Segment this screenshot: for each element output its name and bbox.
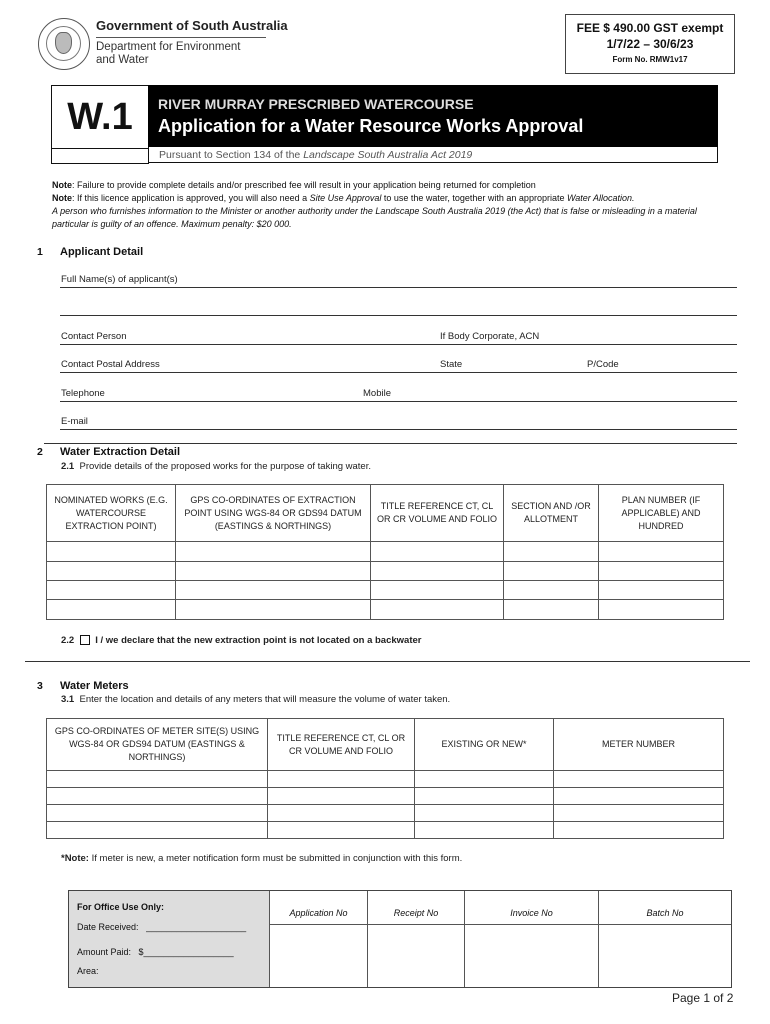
section-2-1 bbox=[61, 461, 371, 472]
meters-table-header bbox=[47, 719, 724, 771]
section-3-1 bbox=[61, 694, 450, 705]
note-2-text: : If this licence application is approved, you will also need a bbox=[72, 193, 310, 203]
date-received-line: ____________________ bbox=[146, 922, 247, 932]
contact-person-label: Contact Person bbox=[61, 331, 127, 342]
full-name-field-line[interactable] bbox=[60, 287, 737, 288]
table-cell[interactable] bbox=[415, 771, 554, 788]
office-use-header-row bbox=[270, 891, 731, 925]
government-name: Government of South Australia bbox=[96, 18, 288, 33]
section-3-number: 3 bbox=[37, 680, 43, 692]
table-row bbox=[47, 771, 724, 788]
postal-address-field-line[interactable] bbox=[60, 372, 737, 373]
table-cell[interactable] bbox=[176, 581, 371, 600]
extraction-table-header bbox=[47, 485, 724, 542]
form-code: W.1 bbox=[51, 85, 149, 149]
pursuant-text bbox=[148, 147, 718, 163]
note-2-text-2: to use the water, together with an appropriate bbox=[381, 193, 567, 203]
table-cell[interactable] bbox=[176, 600, 371, 620]
meter-footnote-label: *Note: bbox=[61, 853, 89, 864]
section-2-bottom-rule bbox=[25, 661, 750, 662]
note-2-italic-1: Site Use Approval bbox=[309, 193, 382, 203]
full-name-field-line-2[interactable] bbox=[60, 315, 737, 316]
table-row bbox=[47, 600, 724, 620]
section-2-2-number: 2.2 bbox=[61, 635, 75, 646]
amount-paid-line: $__________________ bbox=[138, 947, 234, 957]
section-1-number: 1 bbox=[37, 246, 43, 258]
postal-address-label: Contact Postal Address bbox=[61, 359, 160, 370]
col-meter-gps: GPS CO-ORDINATES OF METER SITE(S) USING WGS-84 OR GDS94 DATUM (EASTINGS & NORTHINGS) bbox=[47, 719, 268, 771]
email-label: E-mail bbox=[61, 416, 88, 427]
backwater-declaration-text: I / we declare that the new extraction point is not located on a backwater bbox=[95, 635, 422, 646]
table-row bbox=[47, 805, 724, 822]
table-row bbox=[47, 822, 724, 839]
south-australia-seal bbox=[38, 18, 90, 70]
batch-no-cell[interactable] bbox=[599, 925, 732, 988]
pursuant-act: Landscape South Australia Act 2019 bbox=[303, 149, 473, 161]
note-1 bbox=[52, 179, 732, 192]
col-existing-or-new: EXISTING OR NEW* bbox=[415, 719, 554, 771]
table-row bbox=[47, 581, 724, 600]
application-no-header: Application No bbox=[289, 908, 348, 918]
application-no-cell[interactable] bbox=[270, 925, 368, 988]
telephone-field-line[interactable] bbox=[60, 401, 737, 402]
title-line-1: RIVER MURRAY PRESCRIBED WATERCOURSE bbox=[158, 96, 474, 112]
table-row bbox=[47, 542, 724, 562]
amount-paid-label: Amount Paid: bbox=[77, 947, 132, 957]
department-line-1: Department for Environment bbox=[96, 41, 241, 53]
meter-footnote-text: If meter is new, a meter notification form must be submitted in conjunction with this form. bbox=[88, 853, 463, 864]
office-use-box bbox=[68, 890, 732, 988]
office-use-columns bbox=[270, 891, 731, 987]
batch-no-header: Batch No bbox=[599, 891, 732, 925]
date-received-label: Date Received: bbox=[77, 922, 139, 932]
penalty-note bbox=[52, 205, 732, 231]
col-gps-coordinates: GPS CO-ORDINATES OF EXTRACTION POINT USING WGS-84 OR GDS94 DATUM (EASTINGS & NORTHINGS) bbox=[176, 485, 371, 542]
area-label: Area: bbox=[77, 966, 99, 976]
email-field-line[interactable] bbox=[60, 429, 737, 430]
form-number: Form No. RMW1v17 bbox=[612, 55, 688, 64]
full-name-label: Full Name(s) of applicant(s) bbox=[61, 274, 178, 285]
amount-paid bbox=[77, 947, 234, 957]
department-name bbox=[96, 41, 266, 67]
note-1-text: : Failure to provide complete details and/or prescribed fee will result in your application being returned for completion bbox=[72, 180, 536, 190]
col-section-allotment: SECTION AND /OR ALLOTMENT bbox=[504, 485, 599, 542]
section-3-1-number: 3.1 bbox=[61, 694, 75, 705]
table-cell[interactable] bbox=[47, 581, 176, 600]
meters-table bbox=[46, 718, 724, 839]
office-use-panel bbox=[69, 891, 270, 987]
office-use-value-row bbox=[270, 925, 731, 988]
table-cell[interactable] bbox=[371, 581, 504, 600]
page-number: Page 1 of 2 bbox=[672, 991, 734, 1005]
table-cell[interactable] bbox=[504, 562, 599, 581]
table-cell[interactable] bbox=[268, 805, 415, 822]
title-bar bbox=[148, 85, 718, 147]
table-cell[interactable] bbox=[554, 788, 724, 805]
telephone-label: Telephone bbox=[61, 388, 105, 399]
table-cell[interactable] bbox=[268, 771, 415, 788]
pursuant-prefix: Pursuant to Section 134 of the bbox=[159, 149, 304, 161]
table-cell[interactable] bbox=[268, 822, 415, 839]
extraction-table bbox=[46, 484, 724, 620]
section-2-1-number: 2.1 bbox=[61, 461, 75, 472]
section-1-bottom-rule bbox=[44, 443, 737, 444]
backwater-checkbox[interactable] bbox=[80, 635, 90, 645]
table-cell[interactable] bbox=[176, 562, 371, 581]
table-cell[interactable] bbox=[371, 562, 504, 581]
table-cell[interactable] bbox=[504, 581, 599, 600]
fee-amount: FEE $ 490.00 GST exempt bbox=[576, 21, 724, 35]
state-label: State bbox=[440, 359, 463, 370]
section-3-heading: Water Meters bbox=[60, 680, 129, 692]
table-cell[interactable] bbox=[504, 600, 599, 620]
postcode-label: P/Code bbox=[587, 359, 619, 370]
table-cell[interactable] bbox=[47, 600, 176, 620]
contact-person-field-line[interactable] bbox=[60, 344, 737, 345]
form-code-underbox bbox=[51, 147, 149, 164]
table-cell[interactable] bbox=[176, 542, 371, 562]
fee-box bbox=[565, 14, 735, 74]
table-cell[interactable] bbox=[371, 600, 504, 620]
section-2-number: 2 bbox=[37, 446, 43, 458]
table-cell[interactable] bbox=[415, 788, 554, 805]
backwater-declaration bbox=[61, 635, 421, 646]
form-title: Application for a Water Resource Works Approval bbox=[158, 116, 584, 136]
note-2 bbox=[52, 192, 732, 205]
table-cell[interactable] bbox=[599, 542, 724, 562]
section-1-heading: Applicant Detail bbox=[60, 246, 144, 258]
col-title-reference: TITLE REFERENCE CT, CL OR CR VOLUME AND FOLIO bbox=[371, 485, 504, 542]
note-2-label: Note bbox=[52, 193, 72, 203]
receipt-no-header: Receipt No bbox=[368, 891, 465, 925]
penalty-text: A person who furnishes information to the Minister or another authority under the Landscape South Australia 2019 (the Act) that is false or misleading in a material particular is guilty of an offence. Maximum penalty: $20 000. bbox=[52, 206, 697, 229]
section-2-1-text: Provide details of the proposed works for the purpose of taking water. bbox=[79, 461, 371, 472]
meter-footnote bbox=[61, 853, 462, 864]
col-meter-title-reference: TITLE REFERENCE CT, CL OR CR VOLUME AND FOLIO bbox=[268, 719, 415, 771]
office-use-heading: For Office Use Only: bbox=[77, 902, 165, 912]
header-divider bbox=[96, 37, 266, 38]
table-cell[interactable] bbox=[554, 822, 724, 839]
table-row bbox=[47, 562, 724, 581]
table-cell[interactable] bbox=[47, 771, 268, 788]
section-3-1-text: Enter the location and details of any meters that will measure the volume of water taken. bbox=[79, 694, 451, 705]
invoice-no-header: Invoice No bbox=[465, 891, 599, 925]
department-line-2: and Water bbox=[96, 54, 149, 66]
receipt-no-cell[interactable] bbox=[368, 925, 465, 988]
table-cell[interactable] bbox=[47, 542, 176, 562]
mobile-label: Mobile bbox=[363, 388, 391, 399]
date-received bbox=[77, 922, 246, 932]
table-cell[interactable] bbox=[415, 822, 554, 839]
table-cell[interactable] bbox=[504, 542, 599, 562]
table-cell[interactable] bbox=[599, 600, 724, 620]
fee-period: 1/7/22 – 30/6/23 bbox=[606, 37, 694, 51]
col-meter-number: METER NUMBER bbox=[554, 719, 724, 771]
table-cell[interactable] bbox=[554, 771, 724, 788]
table-cell[interactable] bbox=[47, 805, 268, 822]
col-plan-number: PLAN NUMBER (IF APPLICABLE) AND HUNDRED bbox=[599, 485, 724, 542]
col-nominated-works: NOMINATED WORKS (E.G. WATERCOURSE EXTRACTION POINT) bbox=[47, 485, 176, 542]
table-cell[interactable] bbox=[554, 805, 724, 822]
note-1-label: Note bbox=[52, 180, 72, 190]
note-2-italic-2: Water Allocation. bbox=[566, 193, 635, 203]
table-cell[interactable] bbox=[47, 788, 268, 805]
table-row bbox=[47, 788, 724, 805]
table-cell[interactable] bbox=[599, 562, 724, 581]
invoice-no-cell[interactable] bbox=[465, 925, 599, 988]
section-2-heading: Water Extraction Detail bbox=[60, 446, 181, 458]
table-cell[interactable] bbox=[371, 542, 504, 562]
notes-block bbox=[52, 179, 732, 231]
table-cell[interactable] bbox=[47, 822, 268, 839]
acn-label: If Body Corporate, ACN bbox=[440, 331, 540, 342]
table-cell[interactable] bbox=[415, 805, 554, 822]
table-cell[interactable] bbox=[599, 581, 724, 600]
table-cell[interactable] bbox=[47, 562, 176, 581]
table-cell[interactable] bbox=[268, 788, 415, 805]
